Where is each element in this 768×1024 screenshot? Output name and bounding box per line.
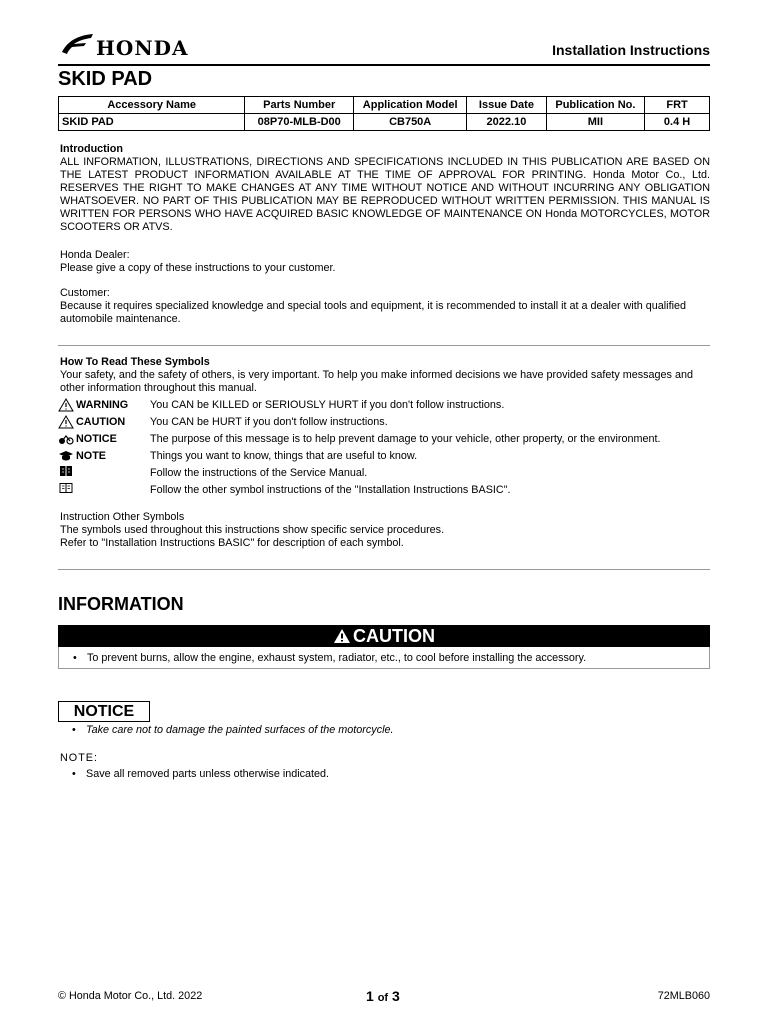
symbol-description: The purpose of this message is to help prevent damage to your vehicle, other property, or the environment. — [150, 433, 661, 445]
symbol-row-notice — [58, 431, 710, 447]
page-footer — [58, 988, 710, 1006]
customer-body: Because it requires specialized knowledge and special tools and equipment, it is recommended to install it at a dealer with qualified automobile maintenance. — [60, 300, 686, 325]
table-cell: SKID PAD — [59, 114, 245, 131]
page-header — [58, 30, 710, 66]
symbol-description: You CAN be HURT if you don't follow instructions. — [150, 416, 388, 428]
notice-label-box: NOTICE — [58, 701, 150, 722]
dealer-section — [60, 249, 710, 275]
column-header: Accessory Name — [59, 97, 245, 114]
symbol-label: NOTE — [76, 450, 106, 462]
other-symbols-heading: Instruction Other Symbols — [60, 511, 185, 523]
symbol-row-warning — [58, 397, 710, 413]
other-symbols-section — [60, 511, 710, 550]
symbol-label: WARNING — [76, 399, 129, 411]
symbol-row-note — [58, 448, 710, 464]
dealer-body: Please give a copy of these instructions to your customer. — [60, 262, 336, 274]
symbol-label: NOTICE — [76, 433, 117, 445]
dealer-heading: Honda Dealer: — [60, 249, 130, 261]
symbol-description: You CAN be KILLED or SERIOUSLY HURT if you don't follow instructions. — [150, 399, 505, 411]
symbol-description: Follow the instructions of the Service Manual. — [150, 467, 368, 479]
table-row — [59, 114, 710, 131]
service-manual-icon — [58, 465, 74, 477]
introduction-section — [60, 143, 710, 234]
note-cap-icon — [58, 450, 74, 462]
honda-logo — [60, 32, 216, 60]
symbol-row-basic-instructions — [58, 482, 710, 498]
bullet-icon: • — [72, 768, 76, 780]
brand-name: HONDA — [96, 36, 189, 60]
caution-banner — [58, 625, 710, 647]
column-header: FRT — [645, 97, 710, 114]
symbols-heading: How To Read These Symbols — [60, 356, 210, 368]
table-cell: MII — [546, 114, 644, 131]
bullet-icon: • — [72, 724, 76, 736]
bullet-icon: • — [73, 652, 77, 664]
honda-wing-icon — [60, 32, 94, 56]
introduction-heading: Introduction — [60, 143, 123, 155]
notice-text: Take care not to damage the painted surfaces of the motorcycle. — [86, 724, 394, 736]
other-symbols-line: Refer to "Installation Instructions BASIC" for description of each symbol. — [60, 537, 404, 549]
symbols-intro: Your safety, and the safety of others, is very important. To help you make informed decisions we have provided safety messages and other information throughout this manual. — [60, 369, 693, 394]
customer-heading: Customer: — [60, 287, 110, 299]
divider — [58, 569, 710, 570]
current-page: 1 — [366, 988, 374, 1004]
divider — [58, 345, 710, 346]
page-number — [366, 988, 400, 1004]
notice-icon — [58, 433, 74, 445]
column-header: Application Model — [354, 97, 467, 114]
table-cell: CB750A — [354, 114, 467, 131]
caution-triangle-icon — [333, 628, 351, 644]
table-cell: 2022.10 — [467, 114, 547, 131]
open-book-icon — [58, 482, 74, 494]
copyright-text: © Honda Motor Co., Ltd. 2022 — [58, 990, 203, 1002]
caution-message — [58, 647, 710, 669]
caution-triangle-icon — [58, 415, 74, 429]
customer-section — [60, 287, 710, 326]
column-header: Issue Date — [467, 97, 547, 114]
document-code: 72MLB060 — [657, 990, 710, 1002]
note-label: NOTE: — [60, 752, 98, 764]
symbol-label: CAUTION — [76, 416, 126, 428]
other-symbols-line: The symbols used throughout this instructions show specific service procedures. — [60, 524, 445, 536]
caution-label: CAUTION — [353, 626, 435, 646]
column-header: Parts Number — [245, 97, 354, 114]
warning-triangle-icon — [58, 398, 74, 412]
symbol-row-service-manual — [58, 465, 710, 481]
introduction-body: ALL INFORMATION, ILLUSTRATIONS, DIRECTIONS AND SPECIFICATIONS INCLUDED IN THIS PUBLICATION ARE BASED ON THE LATEST PRODUCT INFORMATION AVAILABLE AT THE TIME OF APPROVAL FOR PRINTING. Honda Motor Co., Ltd. RESERVES THE RIGHT TO MAKE CHANGES AT ANY TIME WITHOUT NOTICE AND WITHOUT INCURRING ANY OBLIGATION WHATSOEVER. NO PART OF THIS PUBLICATION MAY BE REPRODUCED WITHOUT WRITTEN PERMISSION. THIS MANUAL IS WRITTEN FOR PERSONS WHO HAVE ACQUIRED BASIC KNOWLEDGE OF MAINTENANCE ON Honda MOTORCYCLES, MOTOR SCOOTERS OR ATVS. — [60, 156, 710, 233]
notice-message — [72, 723, 394, 737]
symbol-description: Things you want to know, things that are useful to know. — [150, 450, 418, 462]
header-title: Installation Instructions — [552, 42, 710, 58]
information-heading: INFORMATION — [58, 594, 184, 614]
symbol-description: Follow the other symbol instructions of the "Installation Instructions BASIC". — [150, 484, 511, 496]
symbol-row-caution — [58, 414, 710, 430]
column-header: Publication No. — [546, 97, 644, 114]
note-message — [72, 767, 329, 781]
page-title: SKID PAD — [58, 68, 153, 90]
table-cell: 0.4 H — [645, 114, 710, 131]
total-pages: 3 — [391, 988, 400, 1004]
table-header-row — [59, 97, 710, 114]
table-cell: 08P70-MLB-D00 — [245, 114, 354, 131]
page-of-label: of — [377, 992, 389, 1004]
note-text: Save all removed parts unless otherwise indicated. — [86, 768, 330, 780]
accessory-info-table — [58, 96, 710, 131]
caution-text: To prevent burns, allow the engine, exhaust system, radiator, etc., to cool before installing the accessory. — [87, 652, 587, 664]
symbols-section — [60, 356, 710, 395]
